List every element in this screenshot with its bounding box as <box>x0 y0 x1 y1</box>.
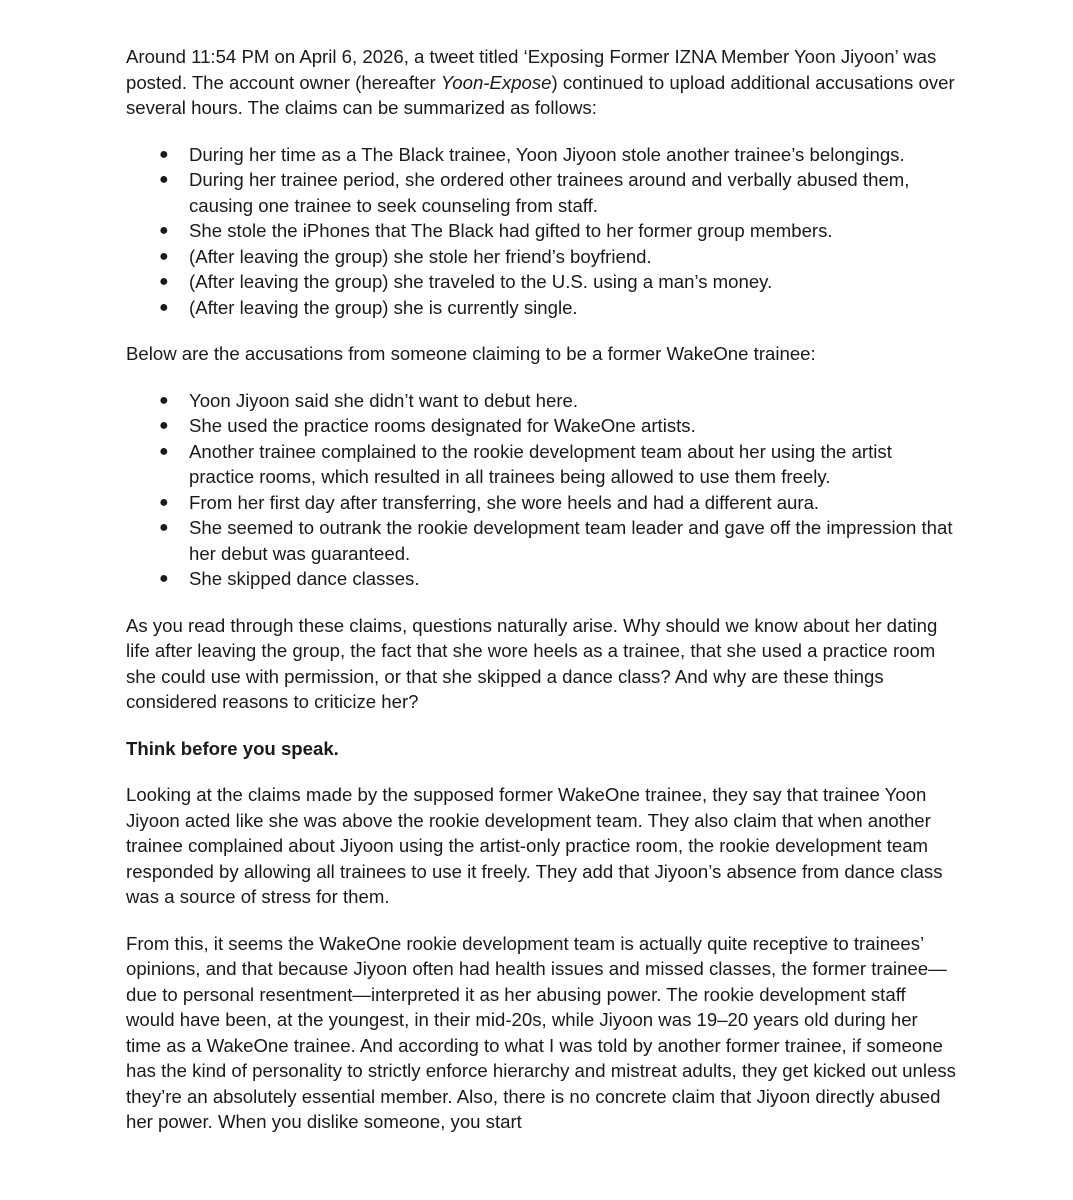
bullet-icon: ● <box>159 247 169 265</box>
list-item-text: During her time as a The Black trainee, Yoon Jiyoon stole another trainee’s belongings. <box>189 143 905 165</box>
list-item <box>126 295 956 321</box>
bullet-icon: ● <box>159 570 169 587</box>
list-item-text: (After leaving the group) she traveled to the U.S. using a man’s money. <box>189 271 773 292</box>
list-item <box>126 244 956 270</box>
list-item <box>126 218 956 244</box>
list-item-text: From her first day after transferring, she wore heels and had a different aura. <box>189 491 820 513</box>
conclusion-paragraph: From this, it seems the WakeOne rookie development team is actually quite receptive to trainees’ opinions, and that because Jiyoon often had health issues and missed classes, the former trainee—due to personal resentment—interpreted it as her abusing power. The rookie development staff would have been, at the youngest, in their mid-20s, while Jiyoon was 19–20 years old during her time as a WakeOne trainee. And according to what I was told by another former trainee, if someone has the kind of personality to strictly enforce hierarchy and mistreat adults, they get kicked out unless they’re an absolutely essential member. Also, there is no concrete claim that Jiyoon directly abused her power. When you dislike someone, you start <box>126 932 956 1132</box>
list-item-text: During her trainee period, she ordered other trainees around and verbally abused them, causing one trainee to seek counseling from staff. <box>189 169 910 216</box>
list-item <box>126 142 956 168</box>
list-item-text: Another trainee complained to the rookie development team about her using the artist practice rooms, which resulted in all trainees being allowed to use them freely. <box>189 440 892 487</box>
claims-list <box>126 142 956 321</box>
intro-text-start: Around 11:54 PM on April 6, 2026, a tweet titled ‘Exposing Former IZNA Member Yoon Jiyoon’ was posted. The account owner (hereafter <box>126 46 937 93</box>
document-page <box>126 44 956 1156</box>
list-item <box>126 515 956 566</box>
wakeone-claims-list <box>126 388 956 592</box>
list-item-text: She seemed to outrank the rookie development team leader and gave off the impression that her debut was guaranteed. <box>189 517 953 564</box>
list-item <box>126 566 956 592</box>
list-item <box>126 269 956 295</box>
wakeone-intro-paragraph: Below are the accusations from someone claiming to be a former WakeOne trainee: <box>126 343 816 364</box>
list-item-text: She used the practice rooms designated for WakeOne artists. <box>189 415 696 436</box>
bullet-icon: ● <box>159 493 169 511</box>
bullet-icon: ● <box>159 391 169 409</box>
list-item <box>126 413 956 439</box>
analysis-paragraph: Looking at the claims made by the supposed former WakeOne trainee, they say that trainee Yoon Jiyoon acted like she was above the rookie development team. They also claim that when another trainee complained about Jiyoon using the artist-only practice room, the rookie development team responded by allowing all trainees to use it freely. They add that Jiyoon’s absence from dance class was a source of stress for them. <box>126 784 943 907</box>
list-item <box>126 167 956 218</box>
bullet-icon: ● <box>159 519 169 536</box>
list-item-text: (After leaving the group) she stole her friend’s boyfriend. <box>189 245 652 267</box>
intro-paragraph <box>126 44 956 121</box>
bullet-icon: ● <box>159 298 169 316</box>
list-item-text: She stole the iPhones that The Black had gifted to her former group members. <box>189 220 833 241</box>
bullet-icon: ● <box>159 222 169 239</box>
questions-paragraph: As you read through these claims, questions naturally arise. Why should we know about her dating life after leaving the group, the fact that she wore heels as a trainee, that she used a practice room she could use with permission, or that she skipped a dance class? And why are these things considered reasons to criticize her? <box>126 614 938 712</box>
bullet-icon: ● <box>159 273 169 290</box>
list-item <box>126 490 956 516</box>
list-item <box>126 439 956 490</box>
bullet-icon: ● <box>159 417 169 434</box>
list-item <box>126 388 956 414</box>
list-item-text: (After leaving the group) she is currently single. <box>189 296 578 318</box>
intro-text-end: ) continued to upload additional accusations over several hours. The claims can be summarized as follows: <box>126 71 955 118</box>
intro-alias: Yoon-Expose <box>440 71 552 93</box>
bullet-icon: ● <box>159 171 169 188</box>
bullet-icon: ● <box>159 442 169 460</box>
bullet-icon: ● <box>159 145 169 163</box>
list-item-text: She skipped dance classes. <box>189 568 420 589</box>
section-heading: Think before you speak. <box>126 737 339 759</box>
list-item-text: Yoon Jiyoon said she didn’t want to debut here. <box>189 389 579 411</box>
